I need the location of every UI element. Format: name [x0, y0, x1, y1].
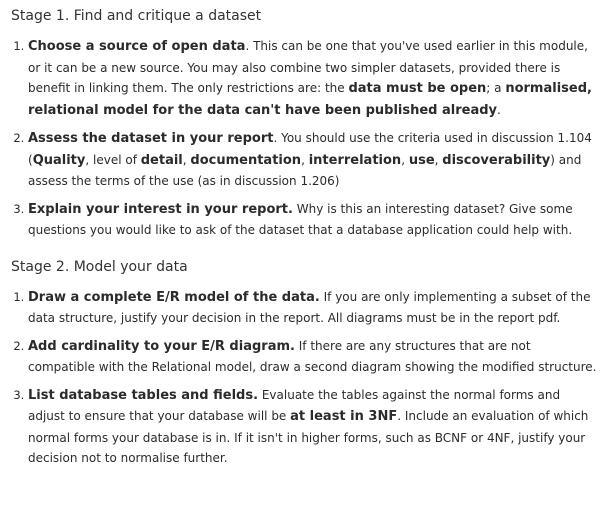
item-emphasis: Quality	[32, 152, 86, 168]
item-lead: Add cardinality to your E/R diagram.	[28, 338, 295, 354]
stage1-list	[11, 36, 600, 241]
stage2-item-3	[28, 385, 600, 469]
item-text: , level of	[85, 152, 141, 167]
item-text: ; a	[486, 81, 506, 95]
item-lead: Draw a complete E/R model of the data.	[28, 289, 320, 305]
item-text: . This can be one that you've used earlier in this module, or it can be a new source. You may also combine two simpler datasets, provided there is benefit in linking them. The only restrictions are: the	[28, 39, 588, 95]
item-emphasis: use	[408, 152, 435, 168]
item-emphasis: discoverability	[442, 152, 551, 168]
stage2-item-1	[28, 287, 600, 329]
item-emphasis: interrelation	[308, 152, 402, 168]
item-text: ) and assess the terms of the use (as in discussion 1.206)	[28, 152, 582, 188]
item-emphasis: data must be open	[348, 81, 487, 96]
stage1-heading: Stage 1. Find and critique a dataset	[11, 8, 262, 24]
item-text: ,	[434, 152, 443, 167]
item-text: Why is this an interesting dataset? Give some questions you would like to ask of the dataset that a database application could help with.	[28, 201, 573, 237]
stage1-item-3	[28, 199, 600, 241]
item-text: . Include an evaluation of which normal forms your database is in. If it isn't in higher forms, such as BCNF or 4NF, justify your decision not to normalise further.	[28, 409, 589, 465]
stage1-item-1	[28, 36, 600, 121]
stage2-item-2	[28, 336, 600, 378]
item-text: .	[497, 102, 501, 117]
stage2-list	[11, 287, 600, 469]
item-text: ,	[301, 152, 309, 167]
item-text: Evaluate the tables against the normal forms and adjust to ensure that your database will be	[28, 387, 561, 423]
item-emphasis: at least in 3NF	[290, 409, 398, 424]
stage1-item-2	[28, 128, 600, 192]
item-text: If you are only implementing a subset of the data structure, justify your decision in the report. All diagrams must be in the report pdf.	[28, 289, 591, 325]
item-text: ,	[182, 152, 191, 167]
stage2-heading: Stage 2. Model your data	[11, 258, 188, 275]
item-lead: Choose a source of open data	[28, 39, 246, 54]
item-emphasis: detail	[140, 152, 183, 168]
item-lead: Explain your interest in your report.	[28, 201, 293, 217]
item-lead: Assess the dataset in your report	[28, 131, 274, 146]
item-emphasis: documentation	[190, 152, 302, 168]
item-lead: List database tables and fields.	[28, 387, 259, 403]
item-emphasis: normalised, relational model for the data can't have been published already	[28, 81, 592, 118]
item-text: If there are any structures that are not compatible with the Relational model, draw a second diagram showing the modified structure.	[28, 338, 597, 374]
item-text: . You should use the criteria used in discussion 1.104 (	[28, 131, 592, 167]
item-text: ,	[401, 152, 409, 167]
